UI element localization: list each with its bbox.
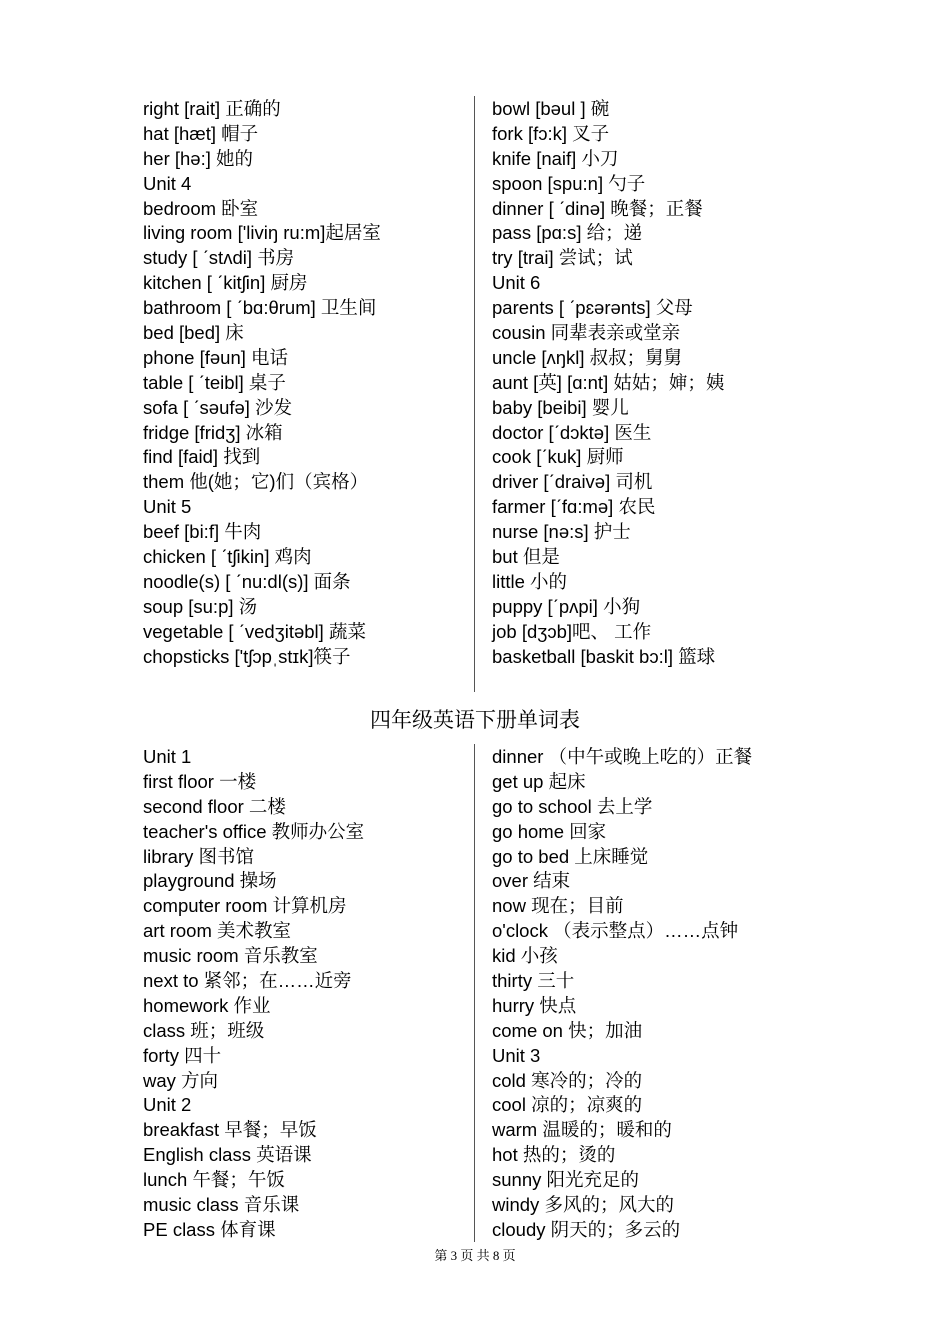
- vocab-entry: hot 热的；烫的: [492, 1144, 616, 1166]
- vocab-entry: bowl [bəul ] 碗: [492, 98, 610, 119]
- vocab-entry: playground 操场: [143, 870, 277, 892]
- vocab-entry: farmer [ˊfɑ:mə] 农民: [492, 496, 656, 518]
- vocab-entry: music room 音乐教室: [143, 945, 318, 967]
- vocab-entry: try [trai] 尝试；试: [492, 247, 633, 269]
- vocab-entry: fridge [fridʒ] 冰箱: [143, 421, 283, 443]
- vocab-entry: warm 温暖的；暖和的: [492, 1119, 672, 1141]
- vocab-entry: sofa [ ˊsəufə] 沙发: [143, 396, 293, 418]
- vocab-entry: sunny 阳光充足的: [492, 1169, 640, 1191]
- vocab-list-right-2: [492, 745, 752, 1243]
- vocab-entry: puppy [ˊpʌpi] 小狗: [492, 595, 641, 617]
- vocab-entry: cool 凉的；凉爽的: [492, 1094, 643, 1116]
- vocab-entry: cousin 同辈表亲或堂亲: [492, 322, 681, 344]
- vocab-entry: dinner [ ˊdinə] 晚餐；正餐: [492, 197, 703, 219]
- vocab-entry: second floor 二楼: [143, 795, 286, 817]
- vocab-entry: kitchen [ ˊkitʃin] 厨房: [143, 272, 308, 294]
- vocab-entry: living room ['liviŋ ru:m]起居室: [143, 222, 381, 244]
- vocab-entry: library 图书馆: [143, 845, 255, 867]
- vocab-list-left-1: [143, 97, 381, 669]
- vocab-entry: chicken [ ˊtʃikin] 鸡肉: [143, 546, 312, 568]
- section-title: 四年级英语下册单词表: [370, 708, 580, 732]
- vocab-entry: parents [ ˊpɛərənts] 父母: [492, 297, 693, 319]
- vocab-entry: teacher's office 教师办公室: [143, 820, 365, 842]
- vocab-entry: o'clock （表示整点）……点钟: [492, 920, 739, 942]
- vocab-entry: art room 美术教室: [143, 920, 292, 942]
- vocab-entry: class 班；班级: [143, 1019, 265, 1041]
- vocab-entry: homework 作业: [143, 994, 271, 1016]
- vocab-entry: kid 小孩: [492, 945, 558, 967]
- vocab-entry: lunch 午餐；午饭: [143, 1169, 285, 1191]
- vocab-entry: beef [bi:f] 牛肉: [143, 521, 262, 543]
- vocab-entry: table [ ˊteibl] 桌子: [143, 371, 286, 393]
- vocab-entry: but 但是: [492, 546, 560, 568]
- column-divider: [474, 744, 475, 1242]
- vocab-entry: soup [su:p] 汤: [143, 595, 258, 617]
- vocab-entry: next to 紧邻；在……近旁: [143, 970, 352, 992]
- vocab-entry: hat [hæt] 帽子: [143, 122, 259, 144]
- unit-heading: Unit 6: [492, 272, 541, 294]
- vocab-entry: go to bed 上床睡觉: [492, 845, 649, 867]
- vocab-entry: cold 寒冷的；冷的: [492, 1069, 643, 1091]
- vocab-entry: uncle [ʌŋkl] 叔叔；舅舅: [492, 346, 683, 368]
- unit-heading: Unit 3: [492, 1044, 541, 1066]
- column-divider: [474, 96, 475, 692]
- vocab-entry: her [hə:] 她的: [143, 147, 254, 169]
- vocab-entry: English class 英语课: [143, 1144, 312, 1166]
- vocab-entry: knife [naif] 小刀: [492, 147, 619, 169]
- vocab-entry: chopsticks ['tʃɔpˌstɪk]筷子: [143, 645, 351, 667]
- vocab-list-left-2: [143, 745, 364, 1243]
- vocab-entry: first floor 一楼: [143, 770, 257, 792]
- vocab-entry: hurry 快点: [492, 994, 577, 1016]
- unit-heading: Unit 4: [143, 172, 192, 194]
- vocab-entry: over 结束: [492, 870, 571, 892]
- vocab-entry: driver [ˊdraivə] 司机: [492, 471, 653, 493]
- vocab-entry: doctor [ˊdɔktə] 医生: [492, 421, 652, 443]
- vocab-entry: aunt [英] [ɑ:nt] 姑姑；婶；姨: [492, 371, 725, 393]
- vocab-entry: dinner （中午或晚上吃的）正餐: [492, 746, 753, 767]
- vocab-entry: little 小的: [492, 570, 568, 592]
- vocab-entry: go to school 去上学: [492, 795, 653, 817]
- vocab-entry: bathroom [ ˊbɑ:θrum] 卫生间: [143, 297, 377, 319]
- vocab-entry: go home 回家: [492, 820, 607, 842]
- vocab-list-right-1: [492, 97, 724, 669]
- vocab-entry: phone [fəun] 电话: [143, 346, 289, 368]
- vocab-entry: come on 快；加油: [492, 1019, 643, 1041]
- vocab-entry: forty 四十: [143, 1044, 222, 1066]
- vocab-entry: fork [fɔ:k] 叉子: [492, 122, 610, 144]
- vocab-entry: pass [pɑ:s] 给；递: [492, 222, 643, 244]
- vocab-entry: cook [ˊkuk] 厨师: [492, 446, 624, 468]
- vocab-entry: way 方向: [143, 1069, 219, 1091]
- vocab-entry: baby [beibi] 婴儿: [492, 396, 629, 418]
- vocab-entry: right [rait] 正确的: [143, 98, 281, 119]
- vocab-entry: PE class 体育课: [143, 1218, 276, 1240]
- vocab-entry: cloudy 阴天的；多云的: [492, 1218, 681, 1240]
- unit-heading: Unit 5: [143, 496, 192, 518]
- vocab-entry: music class 音乐课: [143, 1194, 300, 1216]
- vocab-entry: windy 多风的；风大的: [492, 1194, 674, 1216]
- vocab-entry: now 现在；目前: [492, 895, 624, 917]
- vocab-entry: study [ ˊstʌdi] 书房: [143, 247, 295, 269]
- vocab-entry: spoon [spu:n] 勺子: [492, 172, 646, 194]
- vocab-entry: noodle(s) [ ˊnu:dl(s)] 面条: [143, 570, 351, 592]
- vocab-entry: vegetable [ ˊvedʒitəbl] 蔬菜: [143, 620, 366, 642]
- vocab-entry: basketball [baskit bɔ:l] 篮球: [492, 645, 716, 667]
- vocab-entry: bed [bed] 床: [143, 322, 244, 344]
- vocab-entry: nurse [nə:s] 护士: [492, 521, 631, 543]
- vocab-entry: computer room 计算机房: [143, 895, 347, 917]
- vocab-entry: job [dʒɔb]吧、 工作: [492, 620, 652, 642]
- vocab-entry: get up 起床: [492, 770, 586, 792]
- page-number: 第 3 页 共 8 页: [434, 1248, 516, 1263]
- vocab-entry: thirty 三十: [492, 970, 575, 992]
- vocab-entry: them 他(她；它)们（宾格）: [143, 471, 369, 493]
- unit-heading: Unit 1: [143, 746, 192, 767]
- vocab-entry: bedroom 卧室: [143, 197, 259, 219]
- unit-heading: Unit 2: [143, 1094, 192, 1116]
- vocab-entry: find [faid] 找到: [143, 446, 261, 468]
- vocab-entry: breakfast 早餐；早饭: [143, 1119, 317, 1141]
